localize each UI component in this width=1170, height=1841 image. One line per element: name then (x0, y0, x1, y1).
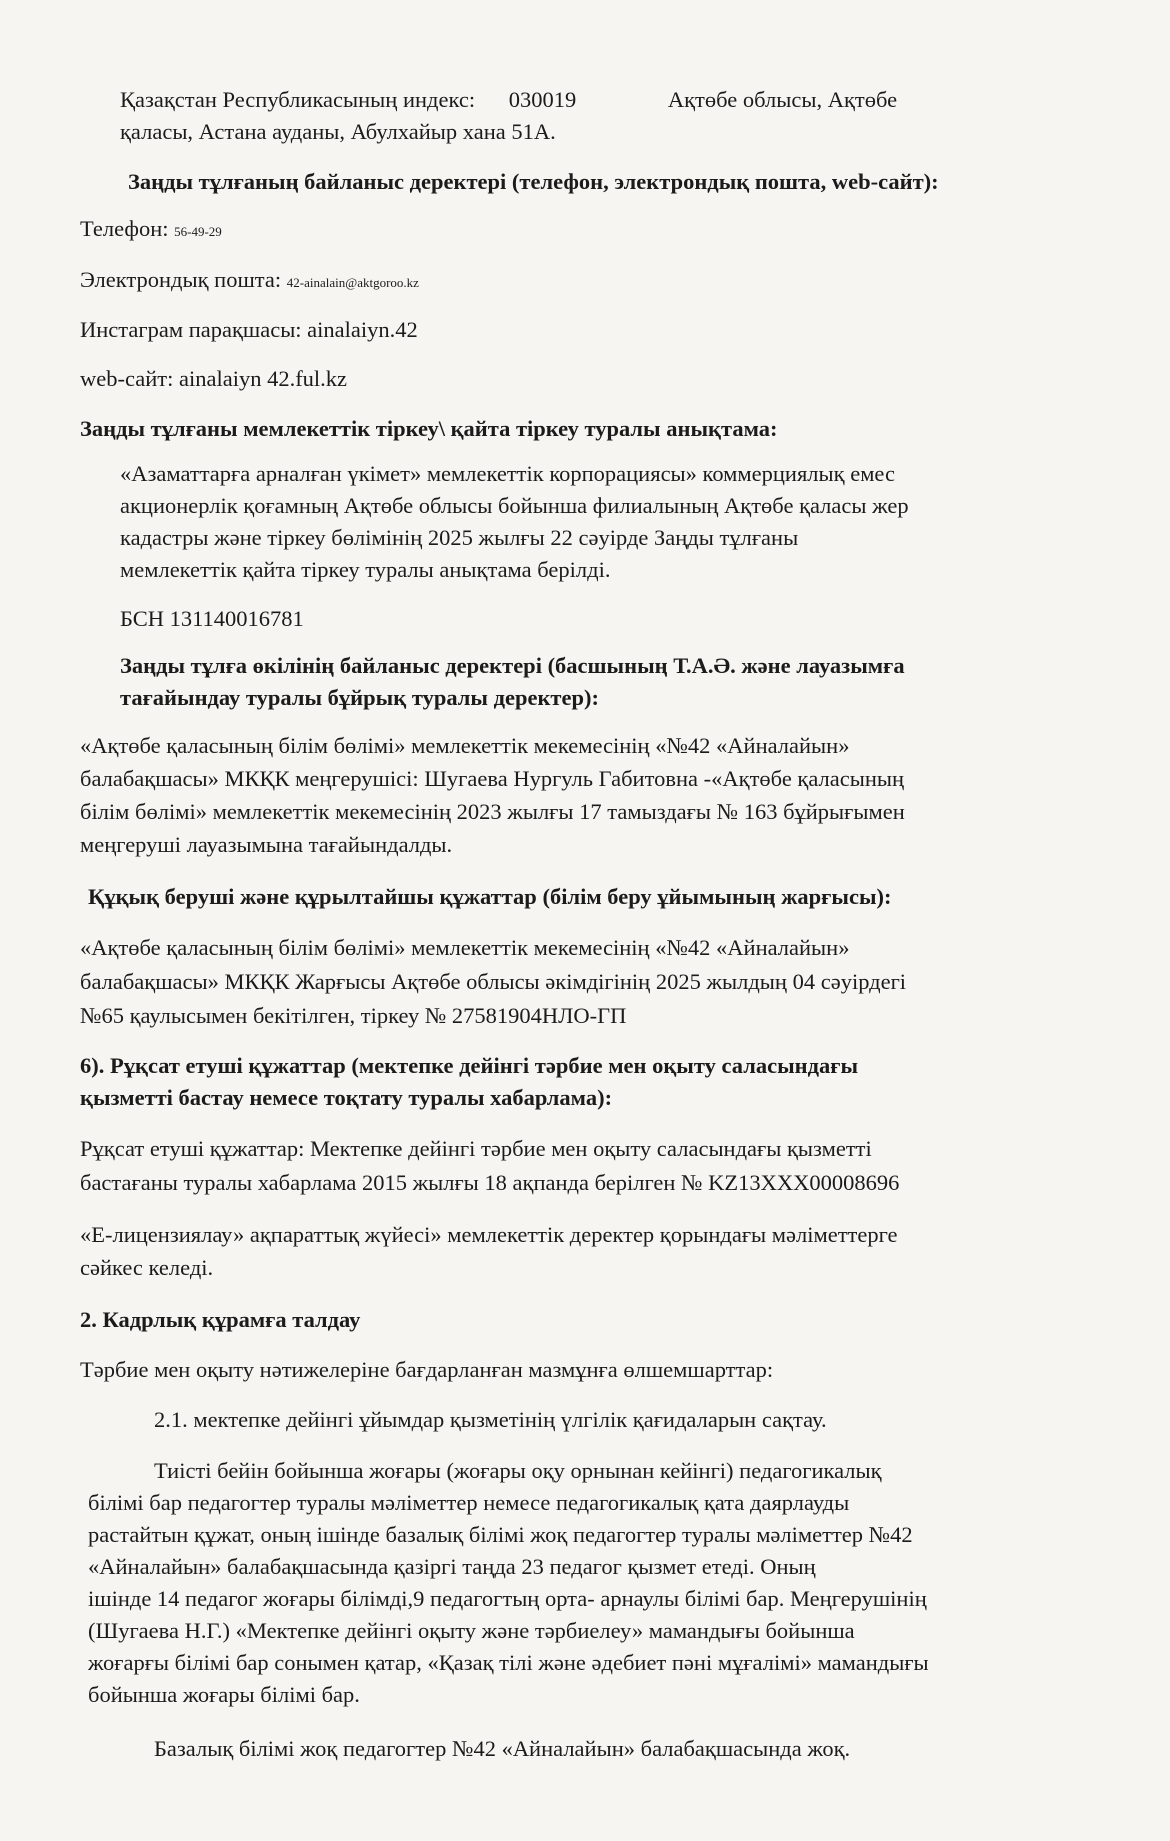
address-country-index-label: Қазақстан Республикасының индекс: (120, 87, 476, 112)
staffing-heading: 2. Кадрлық құрамға талдау (80, 1307, 361, 1332)
staffing-paragraph-line-4: «Айналайын» балабақшасында қазіргі таңда 23 педагог қызмет етеді. Оның (88, 1554, 816, 1579)
permits-line-2: бастағаны туралы хабарлама 2015 жылғы 18 ақпанда берілген № KZ13XXX00008696 (80, 1170, 900, 1195)
elicense-line-2: сәйкес келеді. (80, 1255, 214, 1280)
representative-line-4: меңгеруші лауазымына тағайындалды. (80, 832, 453, 857)
contacts-heading: Заңды тұлғаның байланыс деректері (телефон, электрондық пошта, web-сайт): (128, 169, 939, 194)
bin-line: БСН 131140016781 (120, 606, 304, 631)
founding-docs-line-2: балабақшасы» МКҚК Жарғысы Ақтөбе облысы әкімдігінің 2025 жылдың 04 сәуірдегі (80, 969, 907, 994)
address-line-1 (120, 84, 897, 116)
founding-docs-line-3: №65 қаулысымен бекітілген, тіркеу № 27581904НЛО-ГП (80, 1003, 627, 1028)
staffing-paragraph-line-5: ішінде 14 педагог жоғары білімді,9 педагогтың орта- арнаулы білімі бар. Меңгерушінің (88, 1586, 927, 1611)
staffing-paragraph-line-1: Тиісті бейін бойынша жоғары (жоғары оқу орнынан кейінгі) педагогикалық (154, 1458, 882, 1483)
address-region: Ақтөбе облысы, Ақтөбе (667, 87, 898, 112)
staffing-paragraph-line-3: растайтын құжат, оның ішінде базалық білімі жоқ педагогтер туралы мәліметтер №42 (88, 1522, 913, 1547)
representative-heading-line-2: тағайындау туралы бұйрық туралы деректер): (120, 685, 599, 710)
registration-line-1: «Азаматтарға арналған үкімет» мемлекеттік корпорациясы» коммерциялық емес (120, 461, 895, 486)
staffing-paragraph-line-6: (Шугаева Н.Г.) «Мектепке дейінгі оқыту және тәрбиелеу» мамандығы бойынша (88, 1618, 855, 1643)
staffing-intro: Тәрбие мен оқыту нәтижелеріне бағдарланған мазмұнға өлшемшарттар: (80, 1357, 774, 1382)
staffing-paragraph-line-8: бойынша жоғары білімі бар. (88, 1682, 360, 1707)
instagram-line: Инстаграм парақшасы: ainalaiyn.42 (80, 317, 418, 342)
representative-heading-line-1: Заңды тұлға өкілінің байланыс деректері (басшының Т.А.Ә. және лауазымға (120, 653, 905, 678)
email-label: Электрондық пошта: (80, 267, 282, 292)
registration-heading: Заңды тұлғаны мемлекеттік тіркеу\ қайта тіркеу туралы анықтама: (80, 416, 778, 441)
elicense-line-1: «Е-лицензиялау» ақпараттық жүйесі» мемлекеттік деректер қорындағы мәліметтерге (80, 1222, 898, 1247)
item-2-1: 2.1. мектепке дейінгі ұйымдар қызметінің үлгілік қағидаларын сақтау. (154, 1407, 827, 1432)
representative-line-3: білім бөлімі» мемлекеттік мекемесінің 2023 жылғы 17 тамыздағы № 163 бұйрығымен (80, 799, 905, 824)
registration-line-4: мемлекеттік қайта тіркеу туралы анықтама берілді. (120, 557, 611, 582)
representative-line-2: балабақшасы» МКҚК меңгерушісі: Шугаева Нургуль Габитовна -«Ақтөбе қаласының (80, 766, 905, 791)
permits-heading-line-1: 6). Рұқсат етуші құжаттар (мектепке дейінгі тәрбие мен оқыту саласындағы (80, 1053, 859, 1078)
address-index: 030019 (508, 87, 577, 112)
website-line: web-сайт: ainalaiyn 42.ful.kz (80, 366, 348, 391)
phone-value: 56-49-29 (174, 224, 222, 239)
representative-line-1: «Ақтөбе қаласының білім бөлімі» мемлекеттік мекемесінің «№42 «Айналайын» (80, 733, 850, 758)
founding-docs-heading: Құқық беруші және құрылтайшы құжаттар (білім беру ұйымының жарғысы): (88, 884, 892, 909)
no-basic-education-line: Базалық білімі жоқ педагогтер №42 «Айналайын» балабақшасында жоқ. (154, 1736, 851, 1761)
permits-line-1: Рұқсат етуші құжаттар: Мектепке дейінгі тәрбие мен оқыту саласындағы қызметті (80, 1136, 872, 1161)
phone-label: Телефон: (80, 216, 169, 241)
phone-line (80, 213, 222, 248)
address-line-2: қаласы, Астана ауданы, Абулхайыр хана 51А. (120, 119, 556, 144)
email-line (80, 264, 419, 299)
registration-line-2: акционерлік қоғамның Ақтөбе облысы бойынша филиалының Ақтөбе қаласы жер (120, 493, 909, 518)
founding-docs-line-1: «Ақтөбе қаласының білім бөлімі» мемлекеттік мекемесінің «№42 «Айналайын» (80, 935, 850, 960)
registration-line-3: кадастры және тіркеу бөлімінің 2025 жылғы 22 сәуірде Заңды тұлғаны (120, 525, 799, 550)
permits-heading-line-2: қызметті бастау немесе тоқтату туралы хабарлама): (80, 1085, 613, 1110)
staffing-paragraph-line-2: білімі бар педагогтер туралы мәліметтер немесе педагогикалық қата даярлауды (88, 1490, 850, 1515)
staffing-paragraph-line-7: жоғарғы білімі бар сонымен қатар, «Қазақ тілі және әдебиет пәні мұғалімі» мамандығы (88, 1650, 929, 1675)
email-value: 42-ainalain@aktgoroo.kz (286, 275, 419, 290)
